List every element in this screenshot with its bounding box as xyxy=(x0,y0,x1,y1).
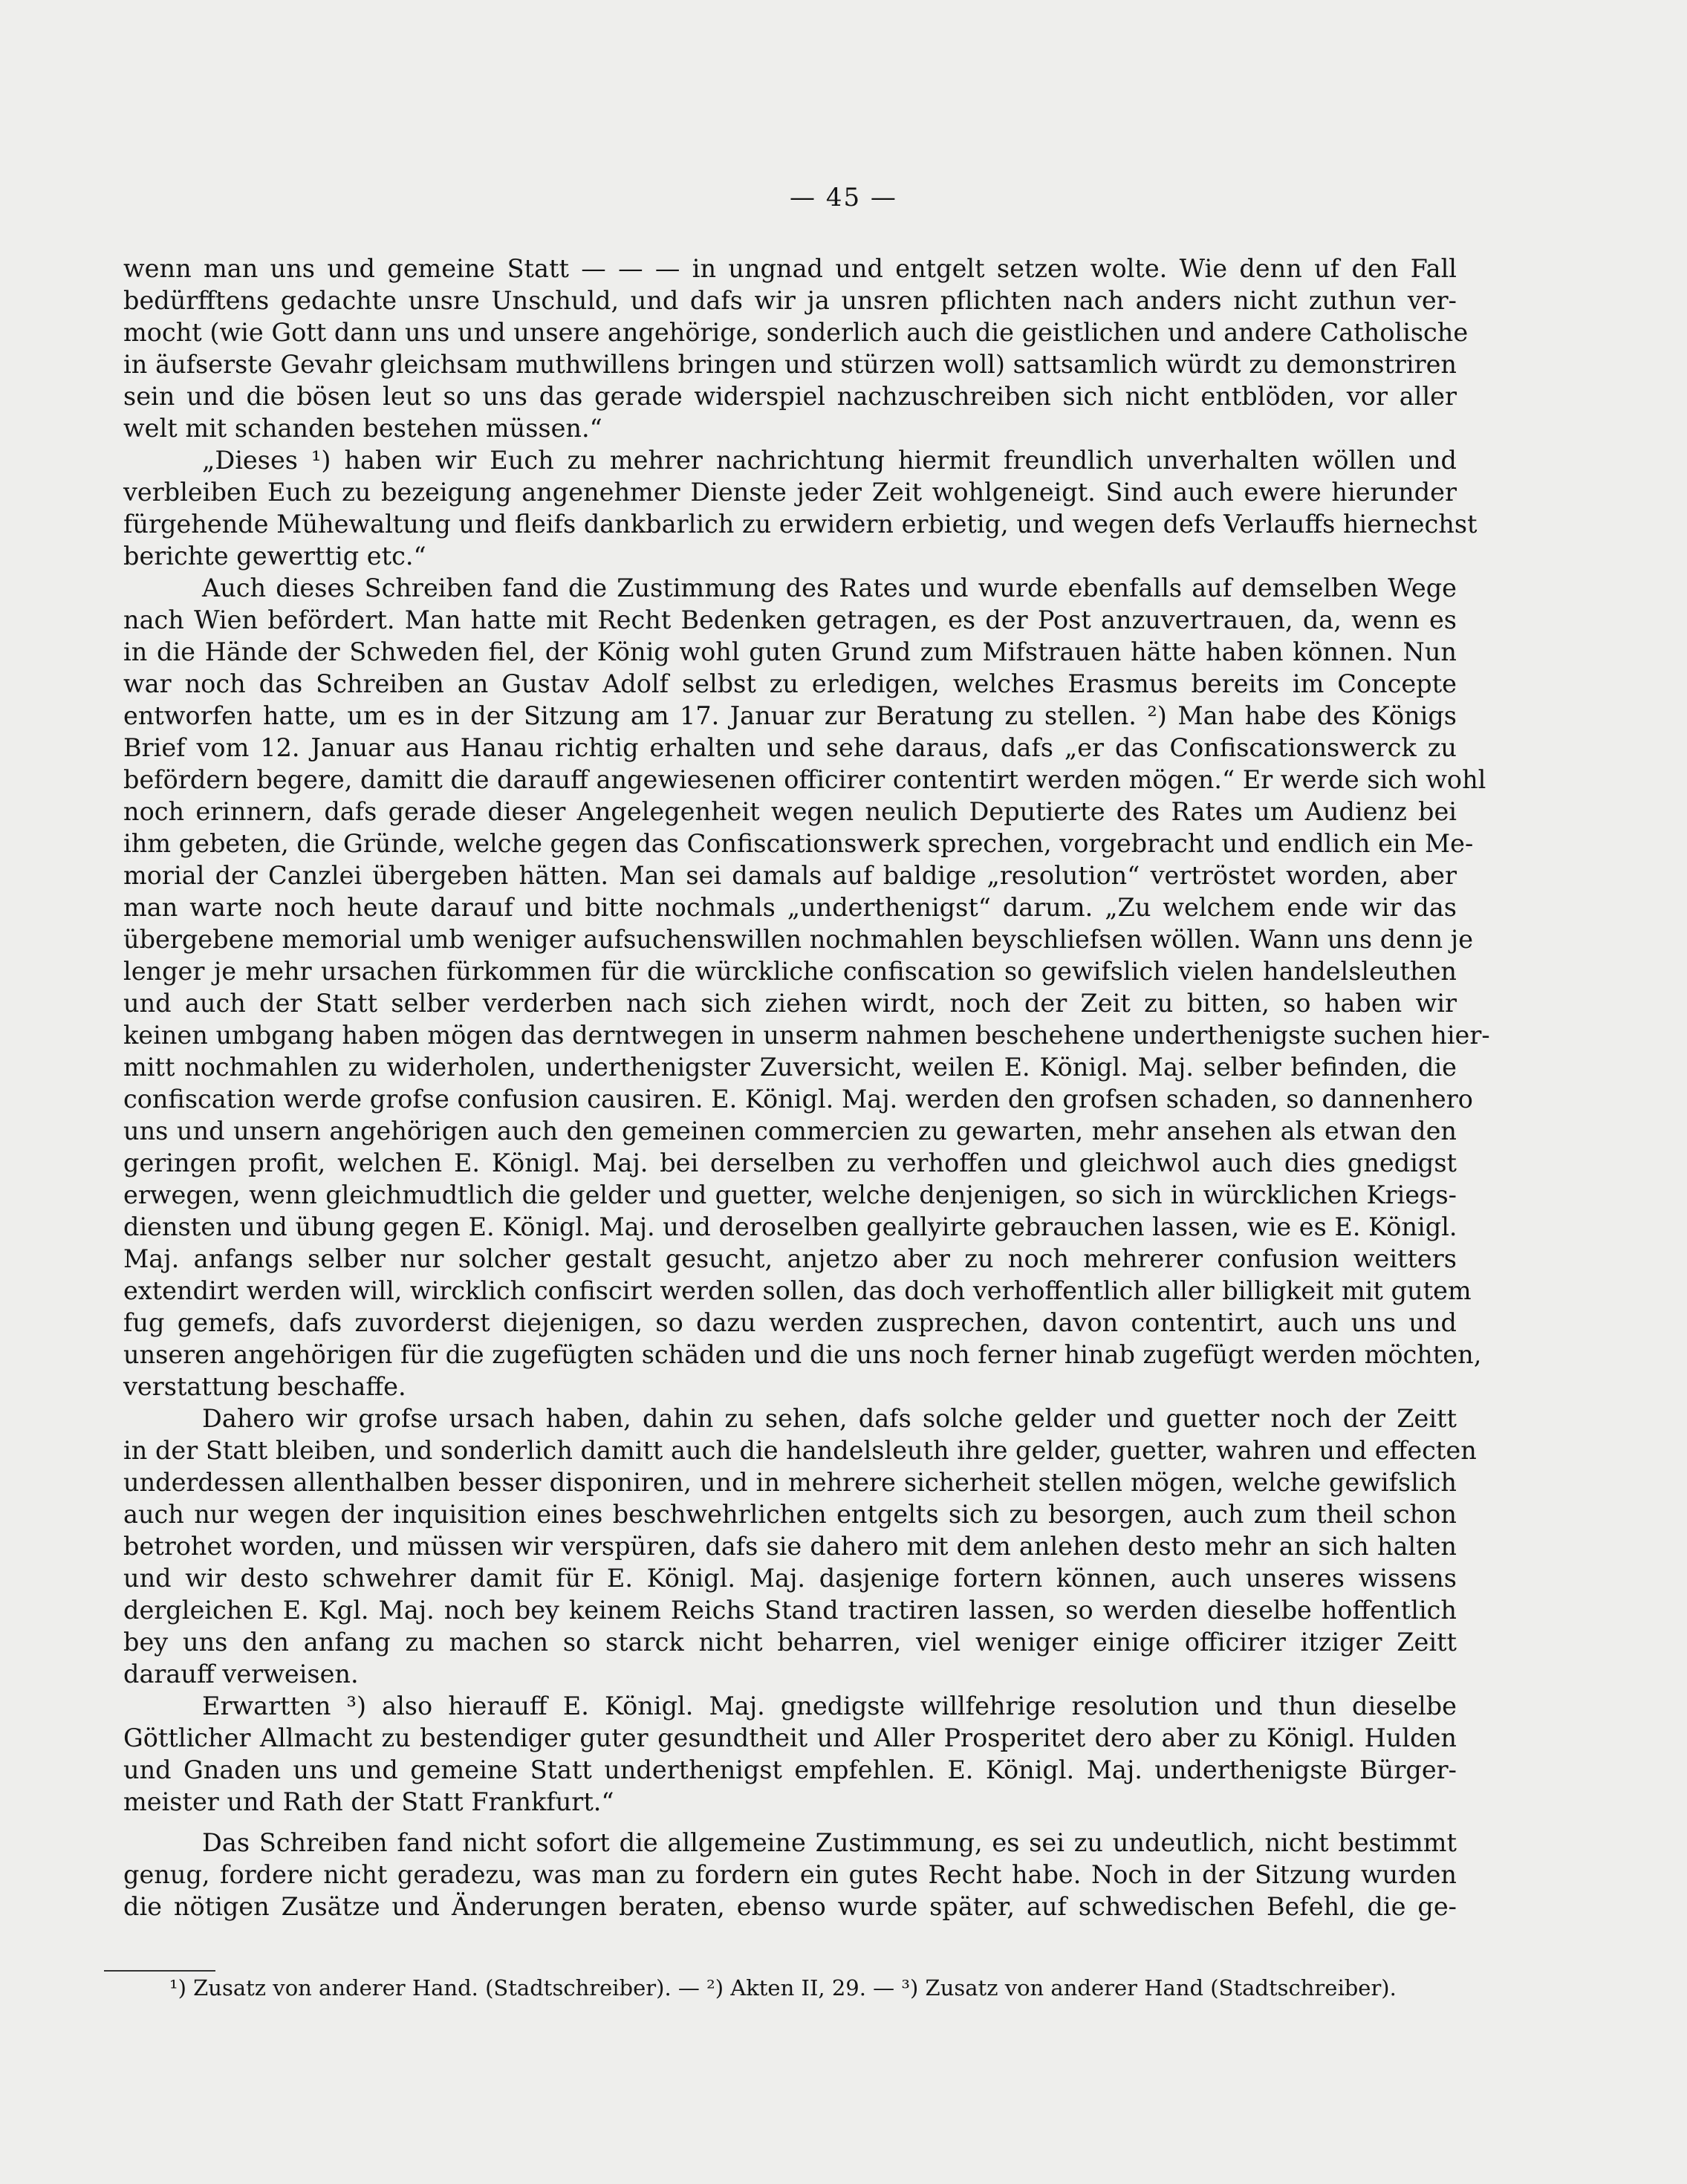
text-line: extendirt werden will, wircklich confiscirt werden sollen, das doch verhoffentlich aller billigkeit mit gutem xyxy=(123,1276,1472,1305)
text-line: diensten und übung gegen E. Königl. Maj. und deroselben geallyirte gebrauchen lassen, wie es E. Königl. xyxy=(123,1212,1457,1241)
text-line: bedürfftens gedachte unsre Unschuld, und dafs wir ja unsren pflichten nach anders nicht zuthun ver- xyxy=(123,286,1457,315)
text-line: wenn man uns und gemeine Statt — — — in ungnad und entgelt setzen wolte. Wie denn uf den Fall xyxy=(123,254,1457,283)
text-line: in äufserste Gevahr gleichsam muthwillens bringen und stürzen woll) sattsamlich würdt zu demonstriren xyxy=(123,350,1457,379)
text-line: unseren angehörigen für die zugefügten schäden und die uns noch ferner hinab zugefügt werden möchten, xyxy=(123,1340,1482,1369)
text-line: Dahero wir grofse ursach haben, dahin zu sehen, dafs solche gelder und guetter noch der Zeitt xyxy=(202,1404,1457,1433)
text-line: berichte gewerttig etc.“ xyxy=(123,542,426,571)
text-line: und auch der Statt selber verderben nach sich ziehen wirdt, noch der Zeit zu bitten, so haben wir xyxy=(123,989,1457,1018)
text-line: mocht (wie Gott dann uns und unsere angehörige, sonderlich auch die geistlichen und andere Catholische xyxy=(123,318,1469,347)
text-line: befördern begere, damitt die darauff angewiesenen officirer contentirt werden mögen.“ Er werde sich wohl xyxy=(123,765,1486,794)
text-line: verbleiben Euch zu bezeigung angenehmer Dienste jeder Zeit wohlgeneigt. Sind auch ewere hierunder xyxy=(123,478,1457,507)
text-line: morial der Canzlei übergeben hätten. Man sei damals auf baldige „resolution“ vertröstet worden, aber xyxy=(123,861,1457,890)
text-line: meister und Rath der Statt Frankfurt.“ xyxy=(123,1787,614,1816)
footnote-rule xyxy=(104,1970,215,1972)
text-line: war noch das Schreiben an Gustav Adolf selbst zu erledigen, welches Erasmus bereits im Concepte xyxy=(123,669,1457,698)
text-line: confiscation werde grofse confusion causiren. E. Königl. Maj. werden den grofsen schaden, so dannenhero xyxy=(123,1085,1473,1114)
text-line: und wir desto schwehrer damit für E. Königl. Maj. dasjenige fortern können, auch unseres wissens xyxy=(123,1564,1457,1593)
text-line: Das Schreiben fand nicht sofort die allgemeine Zustimmung, es sei zu undeutlich, nicht bestimmt xyxy=(202,1828,1457,1857)
text-line: bey uns den anfang zu machen so starck nicht beharren, viel weniger einige officirer itziger Zeitt xyxy=(123,1628,1457,1657)
text-line: betrohet worden, und müssen wir verspüren, dafs sie dahero mit dem anlehen desto mehr an sich halten xyxy=(123,1532,1457,1561)
page-number: — 45 — xyxy=(790,183,897,212)
text-line: welt mit schanden bestehen müssen.“ xyxy=(123,414,602,443)
text-line: darauff verweisen. xyxy=(123,1660,359,1689)
text-line: keinen umbgang haben mögen das derntwegen in unserm nahmen beschehene underthenigste suchen hier- xyxy=(123,1021,1490,1050)
text-line: fürgehende Mühewaltung und fleifs dankbarlich zu erwidern erbietig, und wegen defs Verlauffs hiernechst xyxy=(123,510,1478,539)
text-line: Göttlicher Allmacht zu bestendiger guter gesundtheit und Aller Prosperitet dero aber zu Königl. Hulden xyxy=(123,1723,1457,1752)
text-line: lenger je mehr ursachen fürkommen für die würckliche confiscation so gewifslich vielen handelsleuthen xyxy=(123,957,1457,986)
text-line: Maj. anfangs selber nur solcher gestalt gesucht, anjetzo aber zu noch mehrerer confusion weitters xyxy=(123,1244,1457,1273)
text-line: erwegen, wenn gleichmudtlich die gelder und guetter, welche denjenigen, so sich in würcklichen Kriegs- xyxy=(123,1180,1457,1209)
text-line: mitt nochmahlen zu widerholen, underthenigster Zuversicht, weilen E. Königl. Maj. selber befinden, die xyxy=(123,1053,1457,1082)
text-line: in der Statt bleiben, und sonderlich damitt auch die handelsleuth ihre gelder, guetter, wahren und effecten xyxy=(123,1436,1477,1465)
text-line: nach Wien befördert. Man hatte mit Recht Bedenken getragen, es der Post anzuvertrauen, da, wenn es xyxy=(123,605,1457,634)
text-line: genug, fordere nicht geradezu, was man zu fordern ein gutes Recht habe. Noch in der Sitzung wurden xyxy=(123,1860,1457,1889)
text-line: verstattung beschaffe. xyxy=(123,1372,406,1401)
text-line: underdessen allenthalben besser disponiren, und in mehrere sicherheit stellen mögen, welche gewifslich xyxy=(123,1468,1457,1497)
text-line: Auch dieses Schreiben fand die Zustimmung des Rates und wurde ebenfalls auf demselben Wege xyxy=(202,573,1457,602)
text-line: fug gemefs, dafs zuvorderst diejenigen, so dazu werden zusprechen, davon contentirt, auch uns und xyxy=(123,1308,1457,1337)
text-line: Brief vom 12. Januar aus Hanau richtig erhalten und sehe daraus, dafs „er das Confiscationswerck zu xyxy=(123,733,1457,762)
text-line: sein und die bösen leut so uns das gerade widerspiel nachzuschreiben sich nicht entblöden, vor aller xyxy=(123,382,1457,411)
text-line: dergleichen E. Kgl. Maj. noch bey keinem Reichs Stand tractiren lassen, so werden dieselbe hoffentlich xyxy=(123,1596,1457,1625)
text-line: geringen profit, welchen E. Königl. Maj. bei derselben zu verhoffen und gleichwol auch dies gnedigst xyxy=(123,1148,1457,1177)
text-line: die nötigen Zusätze und Änderungen beraten, ebenso wurde später, auf schwedischen Befehl, die ge- xyxy=(123,1892,1457,1921)
text-line: übergebene memorial umb weniger aufsuchenswillen nochmahlen beyschliefsen wöllen. Wann uns denn je xyxy=(123,925,1474,954)
paragraph-gap xyxy=(123,1818,1457,1827)
text-line: auch nur wegen der inquisition eines beschwehrlichen entgelts sich zu besorgen, auch zum theil schon xyxy=(123,1500,1457,1529)
text-line: ihm gebeten, die Gründe, welche gegen das Confiscationswerk sprechen, vorgebracht und endlich ein Me- xyxy=(123,829,1474,858)
body-text xyxy=(123,253,1490,1923)
text-line: Erwartten ³) also hierauff E. Königl. Maj. gnedigste willfehrige resolution und thun dieselbe xyxy=(202,1691,1457,1720)
footnotes: ¹) Zusatz von anderer Hand. (Stadtschreiber). — ²) Akten II, 29. — ³) Zusatz von anderer Hand (Stadtschreiber). xyxy=(169,1975,1397,2001)
text-line: „Dieses ¹) haben wir Euch zu mehrer nachrichtung hiermit freundlich unverhalten wöllen und xyxy=(202,446,1457,475)
text-line: in die Hände der Schweden fiel, der König wohl guten Grund zum Mifstrauen hätte haben können. Nun xyxy=(123,637,1457,666)
text-line: uns und unsern angehörigen auch den gemeinen commercien zu gewarten, mehr ansehen als etwan den xyxy=(123,1117,1457,1145)
text-line: noch erinnern, dafs gerade dieser Angelegenheit wegen neulich Deputierte des Rates um Audienz bei xyxy=(123,797,1457,826)
text-line: man warte noch heute darauf und bitte nochmals „underthenigst“ darum. „Zu welchem ende wir das xyxy=(123,893,1457,922)
text-line: entworfen hatte, um es in der Sitzung am 17. Januar zur Beratung zu stellen. ²) Man habe des Königs xyxy=(123,701,1457,730)
text-line: und Gnaden uns und gemeine Statt underthenigst empfehlen. E. Königl. Maj. underthenigste Bürger- xyxy=(123,1755,1457,1784)
